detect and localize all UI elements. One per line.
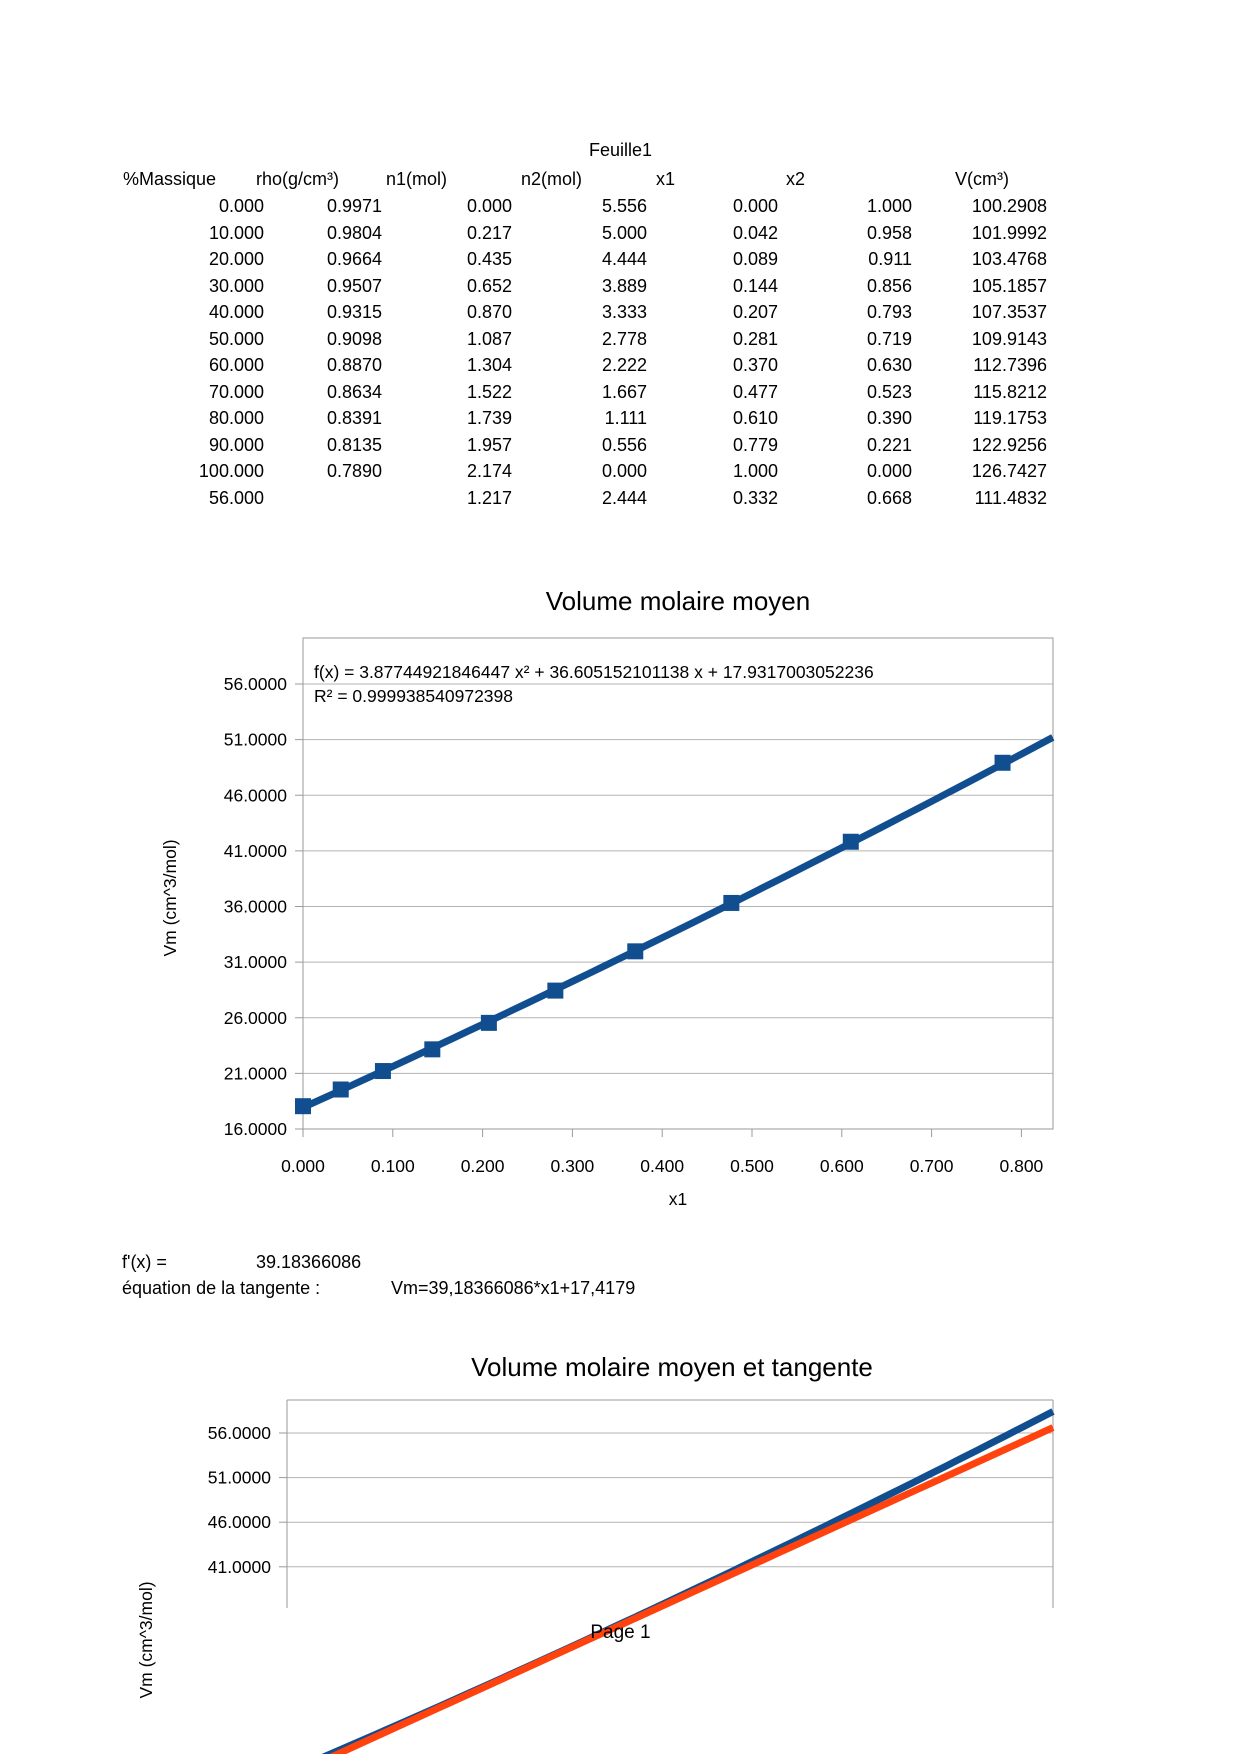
table-cell: 30.000 [208,275,264,296]
table-cell: 1.304 [466,355,512,375]
trend-equation: f(x) = 3.87744921846447 x² + 36.605152101138 x + 17.9317003052236 [314,662,874,682]
x-tick-label: 0.300 [550,1156,595,1176]
table-cell: 0.000 [466,196,512,216]
sheet-title: Feuille1 [588,140,653,160]
table-cell: 119.1753 [973,408,1047,428]
table-cell: 0.8870 [326,355,382,375]
data-point-marker [547,983,563,999]
table-cell: 0.332 [732,487,778,508]
y-tick-label: 41.0000 [223,840,287,861]
table-cell: 0.217 [466,222,512,243]
table-cell: 10.000 [208,222,264,243]
table-cell: 1.739 [466,408,512,428]
table-cell: 107.3537 [971,302,1047,322]
table-cell: 0.9664 [326,249,382,269]
table-cell: 0.390 [866,408,912,428]
data-point-marker [843,834,859,850]
table-cell: 1.000 [732,461,778,481]
data-point-marker [481,1015,497,1031]
table-cell: 0.207 [732,302,778,322]
table-header: V(cm³) [955,169,1009,189]
y-tick-label: 51.0000 [207,1467,271,1488]
y-tick-label: 46.0000 [223,785,287,806]
table-cell: 0.221 [866,434,912,455]
table-cell: 100.000 [198,461,264,481]
x-tick-label: 0.600 [819,1156,864,1176]
table-cell: 0.668 [866,487,912,508]
table-cell: 0.9804 [326,222,382,243]
table-cell: 1.111 [604,408,647,428]
table-cell: 0.8391 [326,408,382,428]
table-cell: 126.7427 [971,461,1047,481]
table-cell: 1.087 [466,328,512,349]
page-footer: Page 1 [590,1622,651,1643]
table-cell: 122.9256 [971,434,1047,455]
table-cell: 0.630 [866,355,912,375]
table-cell: 70.000 [208,381,264,402]
table-cell: 0.556 [601,434,647,455]
table-cell: 40.000 [208,302,264,322]
table-cell: 50.000 [208,328,264,349]
table-cell: 5.556 [601,196,647,216]
y-tick-label: 51.0000 [223,729,287,750]
table-cell: 0.370 [732,355,778,375]
table-cell: 100.2908 [971,196,1047,216]
table-header: n2(mol) [521,169,583,189]
table-cell: 56.000 [208,487,264,508]
y-tick-label: 41.0000 [207,1556,271,1577]
table-cell: 1.667 [601,381,647,402]
table-cell: 0.9507 [326,275,382,296]
table-cell: 0.958 [866,222,912,243]
table-cell: 112.7396 [973,355,1047,375]
table-cell: 0.9971 [326,196,382,216]
x-tick-label: 0.700 [909,1156,954,1176]
x-tick-label: 0.400 [640,1156,685,1176]
table-cell: 1.957 [466,434,512,455]
table-cell: 111.4832 [974,487,1047,508]
tangent-value: Vm=39,18366086*x1+17,4179 [391,1278,636,1298]
table-cell: 0.144 [732,275,778,296]
table-cell: 0.477 [732,381,778,402]
tangent-label: équation de la tangente : [122,1278,321,1298]
y-tick-label: 26.0000 [223,1007,287,1028]
x-tick-label: 0.500 [730,1156,774,1176]
x-tick-label: 0.200 [460,1156,505,1176]
table-cell: 0.042 [732,222,778,243]
table-cell: 0.793 [866,302,912,322]
fprime-value: 39.18366086 [256,1252,362,1272]
y-axis-title: Vm (cm^3/mol) [136,1581,156,1699]
data-point-marker [295,1098,311,1114]
table-cell: 0.089 [732,249,778,269]
table-cell: 0.856 [866,275,912,296]
data-point-marker [627,943,643,959]
y-tick-label: 56.0000 [207,1423,271,1443]
table-cell: 1.000 [866,196,912,216]
x-tick-label: 0.800 [999,1156,1044,1176]
chart-volume-molaire-moyen [0,520,1241,1220]
table-cell: 4.444 [601,249,647,269]
table-cell: 1.217 [466,487,512,508]
table-cell: 2.778 [601,328,647,349]
y-tick-label: 36.0000 [223,896,287,917]
table-cell: 105.1857 [971,275,1047,296]
x-tick-label: 0.000 [281,1156,325,1176]
table-cell: 0.281 [732,328,778,349]
series-line [303,737,1053,1107]
table-cell: 0.911 [868,249,912,269]
data-point-marker [995,755,1011,771]
r-squared: R² = 0.999938540972398 [314,686,513,706]
table-cell: 0.719 [866,328,912,349]
table-cell: 5.000 [601,222,647,243]
table-cell: 2.222 [601,355,647,375]
table-cell: 0.000 [601,461,647,481]
table-cell: 20.000 [208,249,264,269]
table-header: %Massique [123,169,217,189]
table-cell: 0.652 [466,275,512,296]
table-cell: 1.522 [466,381,512,402]
table-cell: 0.9098 [326,328,382,349]
table-cell: 0.8135 [326,434,382,455]
series-line-vm [287,1412,1053,1754]
y-axis-title: Vm (cm^3/mol) [160,839,180,957]
table-cell: 109.9143 [971,328,1047,349]
table-cell: 2.444 [601,487,647,508]
table-cell: 0.8634 [326,381,382,402]
x-tick-label: 0.100 [370,1156,415,1176]
table-cell: 90.000 [208,434,264,455]
x-axis-title: x1 [668,1189,688,1209]
table-header: rho(g/cm³) [256,169,340,189]
table-cell: 0.000 [866,461,912,481]
table-cell: 60.000 [208,355,264,375]
table-header: x1 [656,169,676,189]
series-line-tangente [287,1428,1053,1754]
data-point-marker [723,895,739,911]
table-cell: 3.889 [601,275,647,296]
table-cell: 0.000 [732,196,778,216]
table-cell: 103.4768 [971,249,1047,269]
y-tick-label: 16.0000 [223,1119,287,1139]
chart-title: Volume molaire moyen [545,586,811,616]
table-cell: 3.333 [601,302,647,322]
table-cell: 0.779 [732,434,778,455]
data-point-marker [375,1063,391,1079]
y-tick-label: 46.0000 [207,1512,271,1533]
table-header: n1(mol) [386,169,448,189]
data-point-marker [424,1041,440,1057]
table-cell: 0.9315 [326,302,382,322]
chart-title: Volume molaire moyen et tangente [471,1352,873,1382]
table-header: x2 [786,169,806,189]
table-cell: 101.9992 [971,222,1047,243]
table-cell: 0.7890 [326,461,382,481]
table-cell: 80.000 [208,408,264,428]
fprime-label: f'(x) = [122,1252,167,1272]
table-cell: 0.610 [732,408,778,428]
y-tick-label: 56.0000 [223,674,287,694]
y-tick-label: 31.0000 [223,952,287,973]
y-tick-label: 21.0000 [223,1063,287,1084]
table-cell: 0.435 [466,249,512,269]
table-cell: 0.870 [466,302,512,322]
table-cell: 115.8212 [973,381,1047,402]
table-cell: 0.523 [866,381,912,402]
table-cell: 2.174 [466,461,512,481]
data-point-marker [333,1082,349,1098]
table-cell: 0.000 [218,196,264,216]
